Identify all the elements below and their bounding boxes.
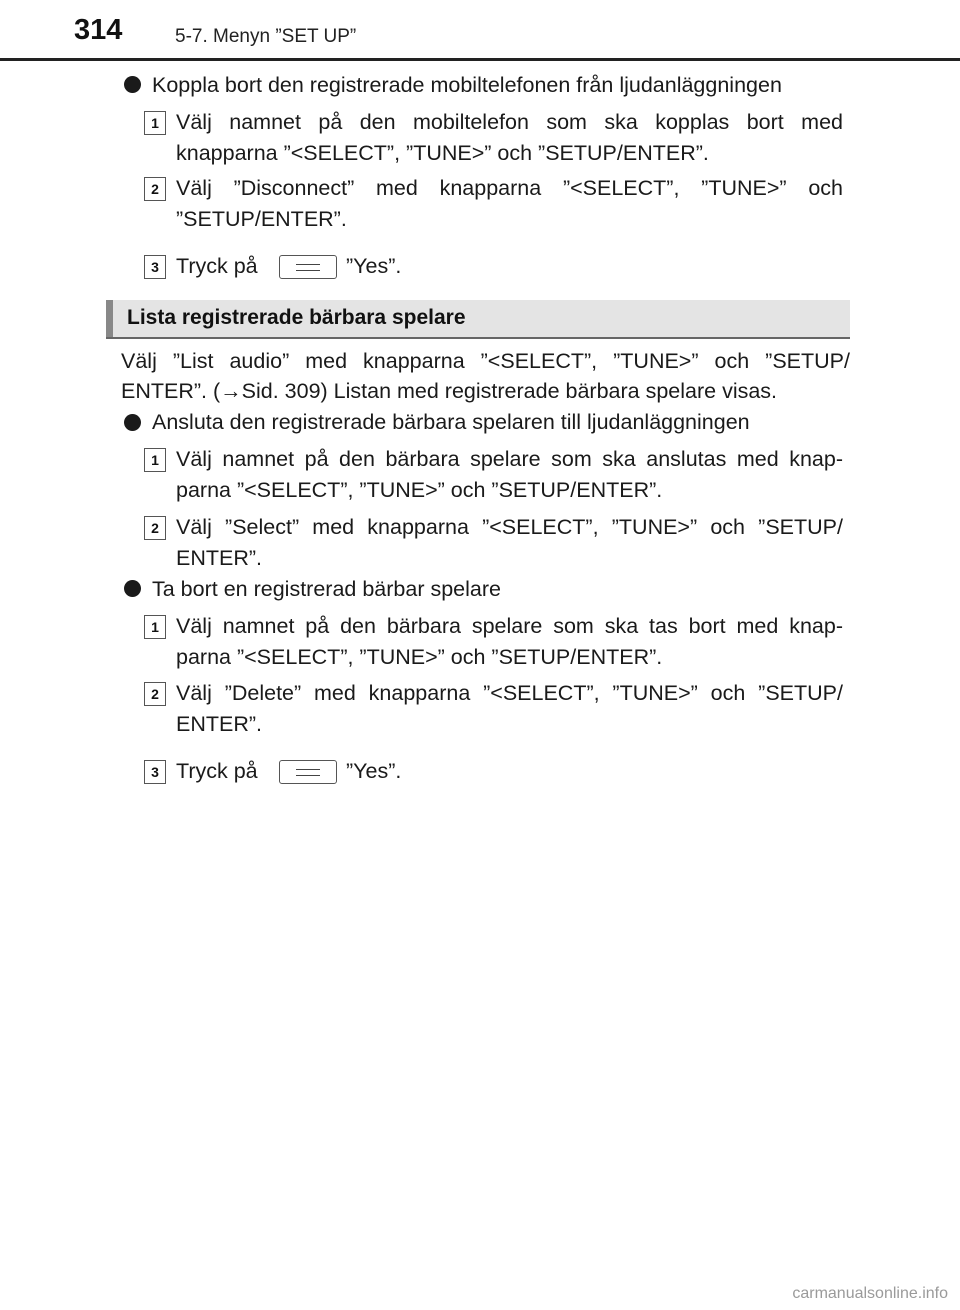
step-number: 1 [144,111,166,135]
header-rule [0,58,960,61]
step-text: Välj namnet på den bärbara spelare som ska anslutas med knap- [176,447,843,471]
section-underline [106,337,850,339]
step-text: Tryck på [176,759,258,783]
step-text: parna ”<SELECT”, ”TUNE>” och ”SETUP/ENTER”. [176,478,663,502]
step-text: ENTER”. [176,546,262,570]
step-text: Välj namnet på den mobiltelefon som ska kopplas bort med [176,110,843,134]
step-text: knapparna ”<SELECT”, ”TUNE>” och ”SETUP/ENTER”. [176,141,709,165]
page-number: 314 [74,14,123,46]
step-number: 2 [144,682,166,706]
step-text: ”SETUP/ENTER”. [176,207,347,231]
step-text: parna ”<SELECT”, ”TUNE>” och ”SETUP/ENTER”. [176,645,663,669]
section-header [106,300,850,337]
step-text: ”Yes”. [346,254,402,278]
bullet-heading: Ansluta den registrerade bärbara spelaren till ljudanläggningen [152,410,750,434]
bullet-icon [124,76,141,93]
step-number: 1 [144,615,166,639]
step-number: 2 [144,516,166,540]
step-text: Välj ”Delete” med knapparna ”<SELECT”, ”TUNE>” och ”SETUP/ [176,681,843,705]
step-text: Välj ”Select” med knapparna ”<SELECT”, ”TUNE>” och ”SETUP/ [176,515,843,539]
step-text: Välj ”Disconnect” med knapparna ”<SELECT”, ”TUNE>” och [176,176,843,200]
chapter-title: 5-7. Menyn ”SET UP” [175,26,357,47]
step-number: 2 [144,177,166,201]
step-text: ENTER”. [176,712,262,736]
step-number: 3 [144,255,166,279]
step-text: ”Yes”. [346,759,402,783]
body-text: ENTER”. (→Sid. 309) Listan med registrerade bärbara spelare visas. [121,379,778,403]
section-title: Lista registrerade bärbara spelare [127,306,466,329]
bullet-icon [124,580,141,597]
watermark: carmanualsonline.info [792,1285,948,1302]
bullet-heading: Ta bort en registrerad bärbar spelare [152,577,501,601]
step-number: 1 [144,448,166,472]
ok-button-icon [279,255,337,279]
body-text: Välj ”List audio” med knapparna ”<SELECT”, ”TUNE>” och ”SETUP/ [121,349,850,373]
bullet-heading: Koppla bort den registrerade mobiltelefonen från ljudanläggningen [152,73,782,97]
bullet-icon [124,414,141,431]
step-text: Välj namnet på den bärbara spelare som ska tas bort med knap- [176,614,843,638]
ok-button-icon [279,760,337,784]
step-number: 3 [144,760,166,784]
step-text: Tryck på [176,254,258,278]
